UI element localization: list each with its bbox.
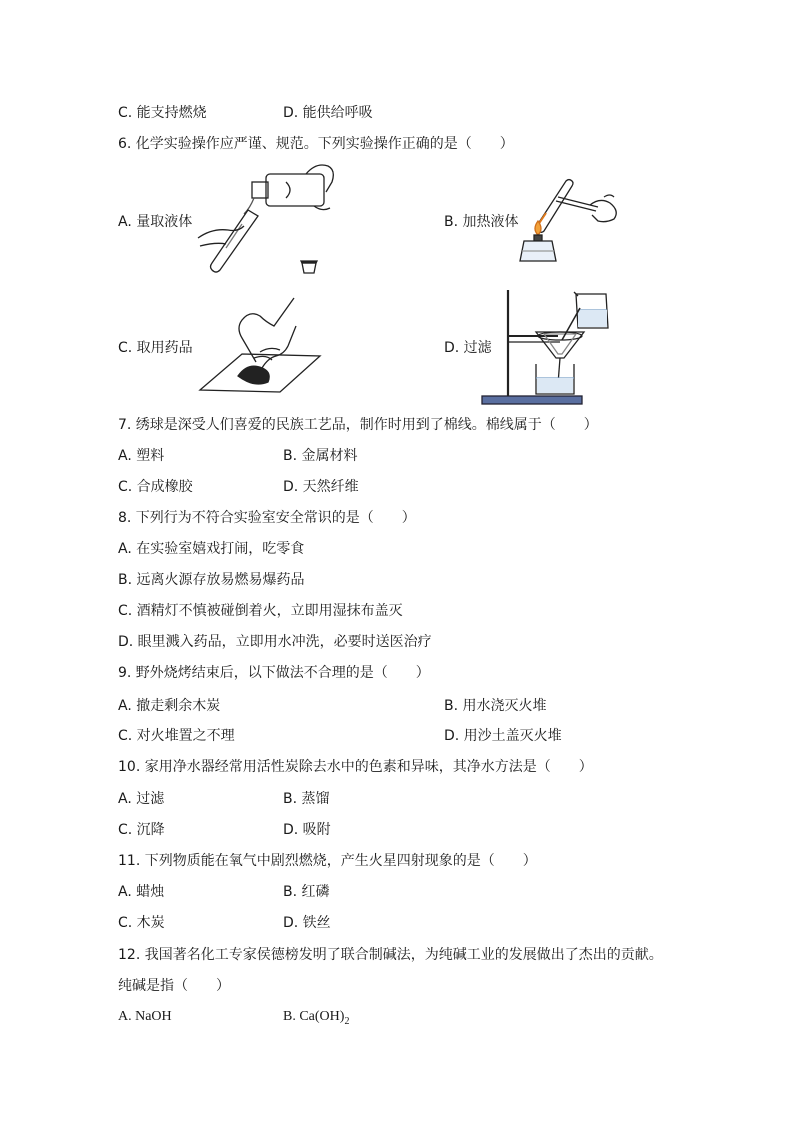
q9-option-b: B. 用水浇灭火堆 — [444, 698, 547, 714]
q6-stem: 6. 化学实验操作应严谨、规范。下列实验操作正确的是（ ） — [118, 136, 514, 152]
q8-option-a: A. 在实验室嬉戏打闹，吃零食 — [118, 541, 305, 557]
q9-option-c: C. 对火堆置之不理 — [118, 728, 235, 744]
q8-option-d: D. 眼里溅入药品，立即用水冲洗，必要时送医治疗 — [118, 634, 432, 650]
q10-option-d: D. 吸附 — [283, 822, 331, 838]
q12-stem-line2: 纯碱是指（ ） — [118, 978, 230, 994]
q12-stem-line1: 12. 我国著名化工专家侯德榜发明了联合制碱法，为纯碱工业的发展做出了杰出的贡献。 — [118, 947, 663, 963]
q7-option-c: C. 合成橡胶 — [118, 479, 193, 495]
q12-option-b — [283, 1008, 349, 1031]
q7-option-b: B. 金属材料 — [283, 448, 358, 464]
figure-filtration — [478, 288, 614, 406]
q6-option-a: A. 量取液体 — [118, 214, 193, 230]
q10-option-a: A. 过滤 — [118, 791, 165, 807]
q6-option-d: D. 过滤 — [444, 340, 492, 356]
q7-option-a: A. 塑料 — [118, 448, 165, 464]
q9-stem: 9. 野外烧烤结束后，以下做法不合理的是（ ） — [118, 665, 430, 681]
q6-option-b: B. 加热液体 — [444, 214, 519, 230]
q11-option-d: D. 铁丝 — [283, 915, 331, 931]
q9-option-d: D. 用沙土盖灭火堆 — [444, 728, 562, 744]
q8-option-b: B. 远离火源存放易燃易爆药品 — [118, 572, 305, 588]
q5-option-c: C. 能支持燃烧 — [118, 105, 207, 121]
q10-option-b: B. 蒸馏 — [283, 791, 330, 807]
q7-option-d: D. 天然纤维 — [283, 479, 359, 495]
q12-option-b-formula: B. Ca(OH) — [283, 1009, 345, 1024]
q12-option-b-subscript: 2 — [344, 1015, 350, 1027]
q8-option-c: C. 酒精灯不慎被碰倒着火，立即用湿抹布盖灭 — [118, 603, 403, 619]
q12-option-a: A. NaOH — [118, 1009, 172, 1024]
q7-stem: 7. 绣球是深受人们喜爱的民族工艺品，制作时用到了棉线。棉线属于（ ） — [118, 417, 598, 433]
q11-option-c: C. 木炭 — [118, 915, 165, 931]
q8-stem: 8. 下列行为不符合实验室安全常识的是（ ） — [118, 510, 416, 526]
q9-option-a: A. 撤走剩余木炭 — [118, 698, 221, 714]
figure-stopper — [299, 258, 319, 276]
q10-option-c: C. 沉降 — [118, 822, 165, 838]
q11-stem: 11. 下列物质能在氧气中剧烈燃烧，产生火星四射现象的是（ ） — [118, 853, 537, 869]
q10-stem: 10. 家用净水器经常用活性炭除去水中的色素和异味，其净水方法是（ ） — [118, 759, 593, 775]
figure-heat-liquid — [516, 175, 622, 267]
figure-take-chemical — [198, 296, 324, 394]
q11-option-b: B. 红磷 — [283, 884, 330, 900]
q5-option-d: D. 能供给呼吸 — [283, 105, 373, 121]
q6-option-c: C. 取用药品 — [118, 340, 193, 356]
q11-option-a: A. 蜡烛 — [118, 884, 165, 900]
